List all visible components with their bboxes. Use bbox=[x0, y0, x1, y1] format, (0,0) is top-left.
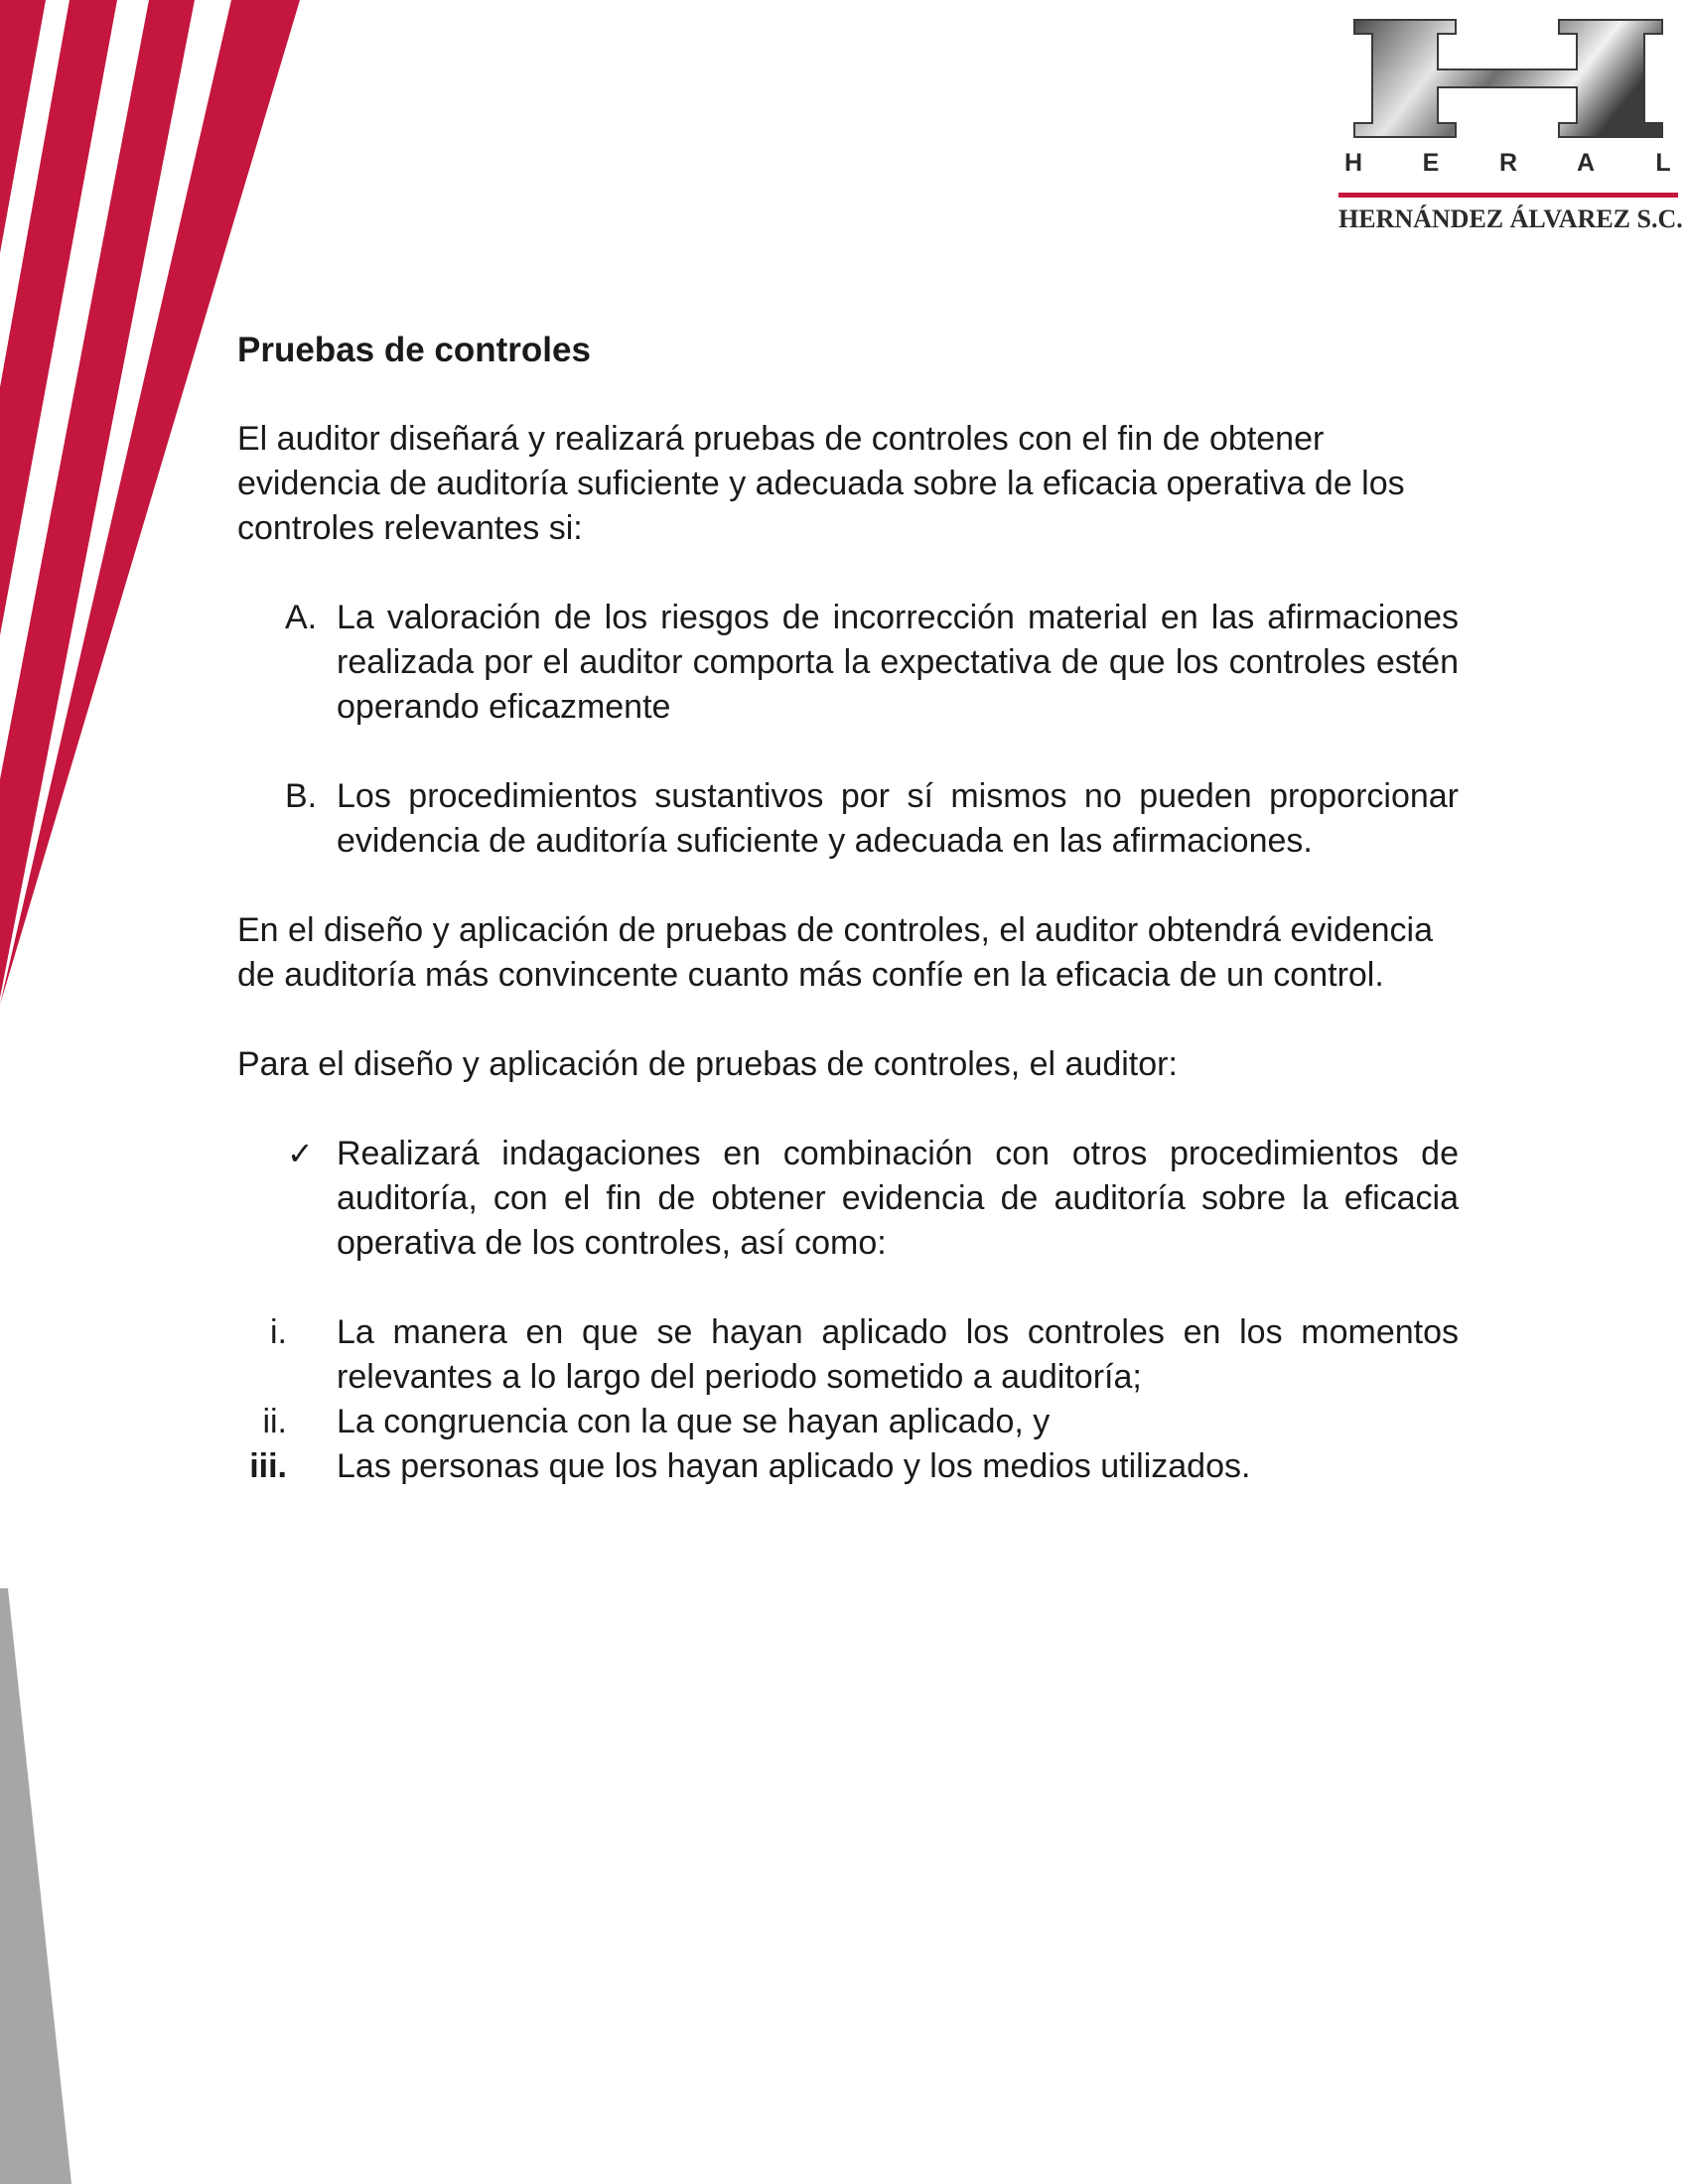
condition-text: La valoración de los riesgos de incorrección material en las afirmaciones realizada por el auditor comporta la expectativa de que los controles estén operando eficazmente bbox=[337, 599, 1459, 726]
red-stripe-3 bbox=[0, 0, 195, 998]
roman-item-text: Las personas que los hayan aplicado y los medios utilizados. bbox=[337, 1447, 1251, 1485]
roman-marker: ii. bbox=[262, 1403, 287, 1440]
list-marker: B. bbox=[285, 777, 318, 815]
roman-item-i bbox=[237, 1310, 1459, 1400]
roman-item-text: La congruencia con la que se hayan aplicado, y bbox=[337, 1403, 1051, 1440]
condition-item-a bbox=[237, 596, 1459, 730]
logo-letter: R bbox=[1498, 149, 1518, 177]
list-marker: A. bbox=[285, 599, 318, 636]
condition-item-b bbox=[237, 774, 1459, 864]
check-item bbox=[237, 1132, 1459, 1266]
roman-item-iii bbox=[237, 1444, 1459, 1489]
check-item-text: Realizará indagaciones en combinación con otros procedimientos de auditoría, con el fin de obtener evidencia de auditoría sobre la eficacia operativa de los controles, así como: bbox=[337, 1135, 1459, 1262]
roman-item-ii bbox=[237, 1400, 1459, 1444]
company-logo bbox=[1338, 14, 1683, 234]
roman-marker: i. bbox=[270, 1313, 287, 1351]
intro-paragraph: El auditor diseñará y realizará pruebas de controles con el fin de obtener evidencia de auditoría suficiente y adecuada sobre la eficacia operativa de los controles relevantes si: bbox=[237, 420, 1405, 547]
logo-h-mark bbox=[1346, 14, 1670, 143]
roman-marker: iii. bbox=[249, 1447, 287, 1485]
gray-band bbox=[0, 1588, 71, 2184]
logo-letter: H bbox=[1343, 149, 1363, 177]
logo-divider bbox=[1338, 193, 1678, 198]
paragraph-3: Para el diseño y aplicación de pruebas de controles, el auditor: bbox=[237, 1045, 1178, 1083]
section-heading: Pruebas de controles bbox=[237, 331, 591, 369]
document-body bbox=[237, 328, 1459, 1489]
logo-letter: L bbox=[1655, 149, 1671, 177]
roman-item-text: La manera en que se hayan aplicado los controles en los momentos relevantes a lo largo del periodo sometido a auditoría; bbox=[337, 1313, 1459, 1396]
paragraph-2: En el diseño y aplicación de pruebas de controles, el auditor obtendrá evidencia de auditoría más convincente cuanto más confíe en la eficacia de un control. bbox=[237, 911, 1434, 994]
company-name: HERNÁNDEZ ÁLVAREZ S.C. bbox=[1338, 205, 1683, 233]
condition-text: Los procedimientos sustantivos por sí mismos no pueden proporcionar evidencia de auditoría suficiente y adecuada en las afirmaciones. bbox=[337, 777, 1459, 860]
logo-letter: A bbox=[1576, 149, 1596, 177]
logo-letter: E bbox=[1422, 149, 1440, 177]
logo-letters bbox=[1338, 149, 1678, 178]
checkmark-icon: ✓ bbox=[287, 1136, 314, 1171]
